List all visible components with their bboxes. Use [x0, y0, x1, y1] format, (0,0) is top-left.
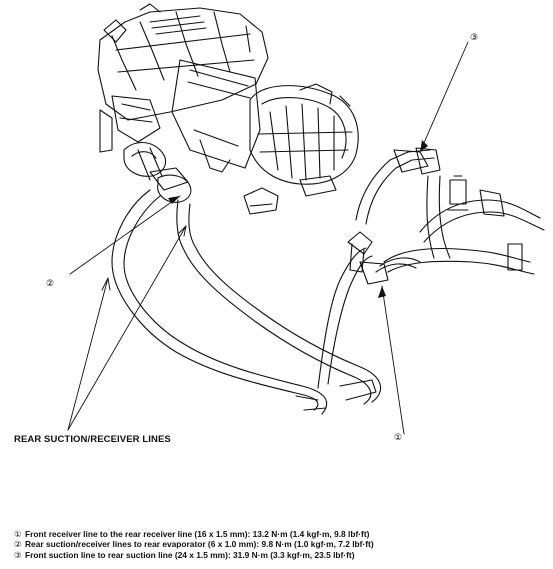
svg-text:②: ②: [46, 279, 55, 289]
torque-note-2: ② Rear suction/receiver lines to rear evaporator (6 x 1.0 mm): 9.8 N·m (1.0 kgf·m, 7.2 lbf·ft): [14, 539, 374, 550]
torque-note-3: ③ Front suction line to rear suction line (24 x 1.5 mm): 31.9 N·m (3.3 kgf·m, 23.5 lbf·ft): [14, 549, 355, 560]
front-lines: [348, 148, 544, 284]
callout-3: [470, 33, 478, 43]
svg-text:①: ①: [394, 433, 403, 443]
svg-text:③: ③: [470, 33, 479, 43]
rear-suction-receiver-lines-label: REAR SUCTION/RECEIVER LINES: [14, 434, 171, 445]
rear-evaporator-unit: [98, 4, 358, 214]
callout-1: [394, 433, 402, 443]
torque-note-1: ① Front receiver line to the rear receiver line (16 x 1.5 mm): 13.2 N·m (1.4 kgf·m, 9.8 lbf·ft): [14, 529, 370, 539]
torque-notes: [14, 529, 544, 560]
rear-suction-receiver-lines: [112, 190, 381, 414]
callout-2: [46, 279, 54, 289]
